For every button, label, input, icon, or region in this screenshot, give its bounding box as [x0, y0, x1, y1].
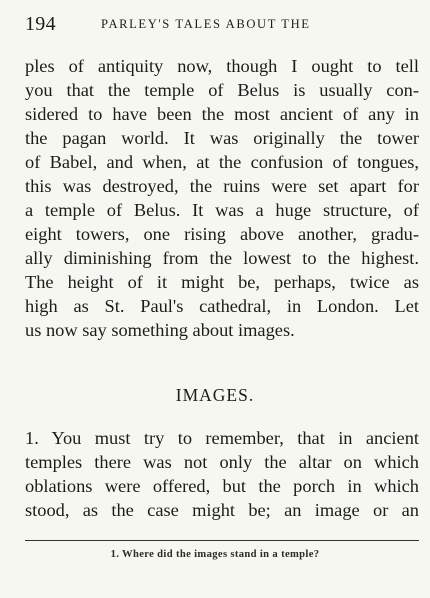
text-line: sidered to have been the most ancient of any in	[25, 104, 419, 124]
text-line: oblations were offered, but the porch in which	[25, 476, 419, 496]
text-line: eight towers, one rising above another, gradu-	[25, 224, 419, 244]
running-head: PARLEY'S TALES ABOUT THE	[101, 17, 311, 31]
text-line: temples there was not only the altar on which	[25, 452, 419, 472]
text-line: of Babel, and when, at the confusion of tongues,	[25, 152, 419, 172]
text-line: the pagan world. It was originally the tower	[25, 128, 419, 148]
text-line: high as St. Paul's cathedral, in London. Let	[25, 296, 419, 316]
text-line: The height of it might be, perhaps, twice as	[25, 272, 419, 292]
text-line: this was destroyed, the ruins were set apart for	[25, 176, 419, 196]
text-line: you that the temple of Belus is usually con-	[25, 80, 419, 100]
page-header	[25, 13, 420, 39]
text-line: 1. You must try to remember, that in ancient	[25, 428, 419, 448]
page-number: 194	[25, 13, 56, 35]
section-title: IMAGES.	[175, 385, 255, 405]
footnote-divider	[25, 540, 419, 541]
footnote-question: 1. Where did the images stand in a temple?	[110, 549, 320, 560]
text-line: ples of antiquity now, though I ought to tell	[25, 56, 419, 76]
text-line: stood, as the case might be; an image or an	[25, 500, 419, 520]
text-line: a temple of Belus. It was a huge structure, of	[25, 200, 419, 220]
text-line: us now say something about images.	[25, 320, 295, 340]
text-line: ally diminishing from the lowest to the highest.	[25, 248, 419, 268]
